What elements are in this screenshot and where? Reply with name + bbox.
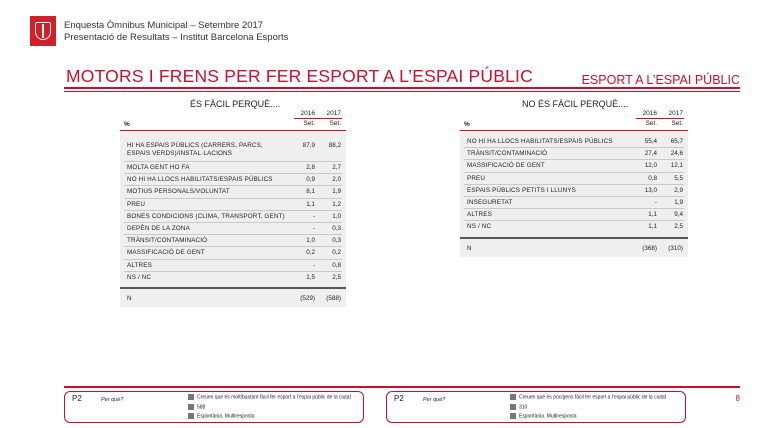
left-table-title: ÉS FÀCIL PERQUÈ.... (190, 99, 281, 109)
table-row: MASSIFICACIÓ DE GENT 0,2 0,2 (120, 247, 346, 259)
base-count: 588 (188, 404, 205, 410)
left-table (120, 108, 346, 307)
table-row: TRÀNSIT/CONTAMINACIÓ 27,4 24,6 (460, 148, 688, 160)
bullet-icon (510, 413, 516, 419)
table-row: NO HI HA LLOCS HABILITATS/ESPAIS PÚBLICS 0,9 2,0 (120, 174, 346, 186)
bullet-icon (188, 404, 194, 410)
table-row: ALTRES - 0,8 (120, 260, 346, 272)
table-row: NO HI HA LLOCS HABILITATS/ESPAIS PÚBLICS 55,4 65,7 (460, 136, 688, 148)
right-table (460, 108, 688, 257)
year-2017: 2017 (326, 110, 341, 117)
year-2016: 2016 (300, 110, 315, 117)
base-description: Creuen que és molt/bastant fàcil fer esport a l’espai públic de la ciutat (188, 394, 351, 400)
year-underline (636, 118, 684, 119)
footer-note-left (64, 391, 364, 423)
table-row: NS / NC 1,5 2,5 (127, 273, 341, 281)
n-row: N (368) (310) (467, 244, 683, 252)
footer-rule (64, 386, 740, 388)
per-que-label: Per què? (423, 397, 446, 403)
base-description: Creuen que és poc/gens fàcil fer esport a l’espai públic de la ciutat (510, 394, 666, 400)
section-subtitle: ESPORT A L’ESPAI PÚBLIC (581, 73, 740, 87)
footer-note-right (386, 391, 686, 423)
table-row: INSEGURETAT - 1,9 (460, 197, 688, 209)
year-2016: 2016 (642, 110, 657, 117)
title-rule-thin (64, 91, 740, 92)
bullet-icon (188, 413, 194, 419)
right-table-title: NO ÉS FÀCIL PERQUÈ.... (522, 99, 629, 109)
set-2017: Set. (671, 120, 683, 127)
question-code: P2 (72, 394, 82, 403)
left-table-header (120, 108, 346, 132)
table-row: NS / NC 1,1 2,5 (467, 223, 683, 231)
table-row: PREU 1,1 1,2 (120, 199, 346, 211)
pct-label: % (124, 121, 130, 128)
header-line-2: Presentació de Resultats – Institut Barcelona Esports (64, 32, 289, 43)
response-type: Espontània. Multiresposta (510, 413, 577, 419)
table-row: MOTIUS PERSONALS/VOLUNTAT 8,1 1,9 (120, 186, 346, 198)
right-table-header (460, 108, 688, 132)
per-que-label: Per què? (101, 397, 124, 403)
set-2017: Set. (329, 120, 341, 127)
year-2017: 2017 (668, 110, 683, 117)
table-row: BONES CONDICIONS (CLIMA, TRANSPORT, GENT) - 1,0 (120, 211, 346, 223)
bullet-icon (510, 404, 516, 410)
table-row: MASSIFICACIÓ DE GENT 12,0 12,1 (460, 160, 688, 172)
question-code: P2 (394, 394, 404, 403)
n-row: N (529) (588) (127, 294, 341, 302)
table-row: DEPÈN DE LA ZONA - 0,3 (120, 223, 346, 235)
header-line-1: Enquesta Òmnibus Municipal – Setembre 2017 (64, 20, 264, 31)
table-row: HI HA ESPAIS PÚBLICS (CARRERS, PARCS, ESPAIS VERDS)/INSTAL·LACIONS 87,9 88,2 (120, 140, 346, 162)
table-row: TRÀNSIT/CONTAMINACIÓ 1,0 0,3 (120, 235, 346, 247)
table-row: ALTRES 1,1 9,4 (460, 209, 688, 221)
right-table-body (460, 132, 688, 257)
year-underline (294, 118, 342, 119)
left-table-body (120, 132, 346, 307)
page-number: 8 (735, 394, 740, 403)
table-row: PREU 0,8 5,5 (460, 173, 688, 185)
pct-label: % (464, 121, 470, 128)
set-2016: Set. (645, 120, 657, 127)
barcelona-logo (30, 16, 56, 46)
table-row: ESPAIS PÚBLICS PETITS I LLUNYS 13,0 2,9 (460, 185, 688, 197)
response-type: Espontània. Multiresposta (188, 413, 255, 419)
header-rule (120, 130, 346, 131)
set-2016: Set. (303, 120, 315, 127)
bullet-icon (510, 394, 516, 400)
page-title: MOTORS I FRENS PER FER ESPORT A L’ESPAI PÚBLIC (66, 66, 533, 86)
bullet-icon (188, 394, 194, 400)
table-row: MOLTA GENT HO FA 2,8 2,7 (120, 162, 346, 174)
header-rule (460, 130, 688, 131)
base-count: 310 (510, 404, 527, 410)
title-rule (64, 87, 740, 89)
